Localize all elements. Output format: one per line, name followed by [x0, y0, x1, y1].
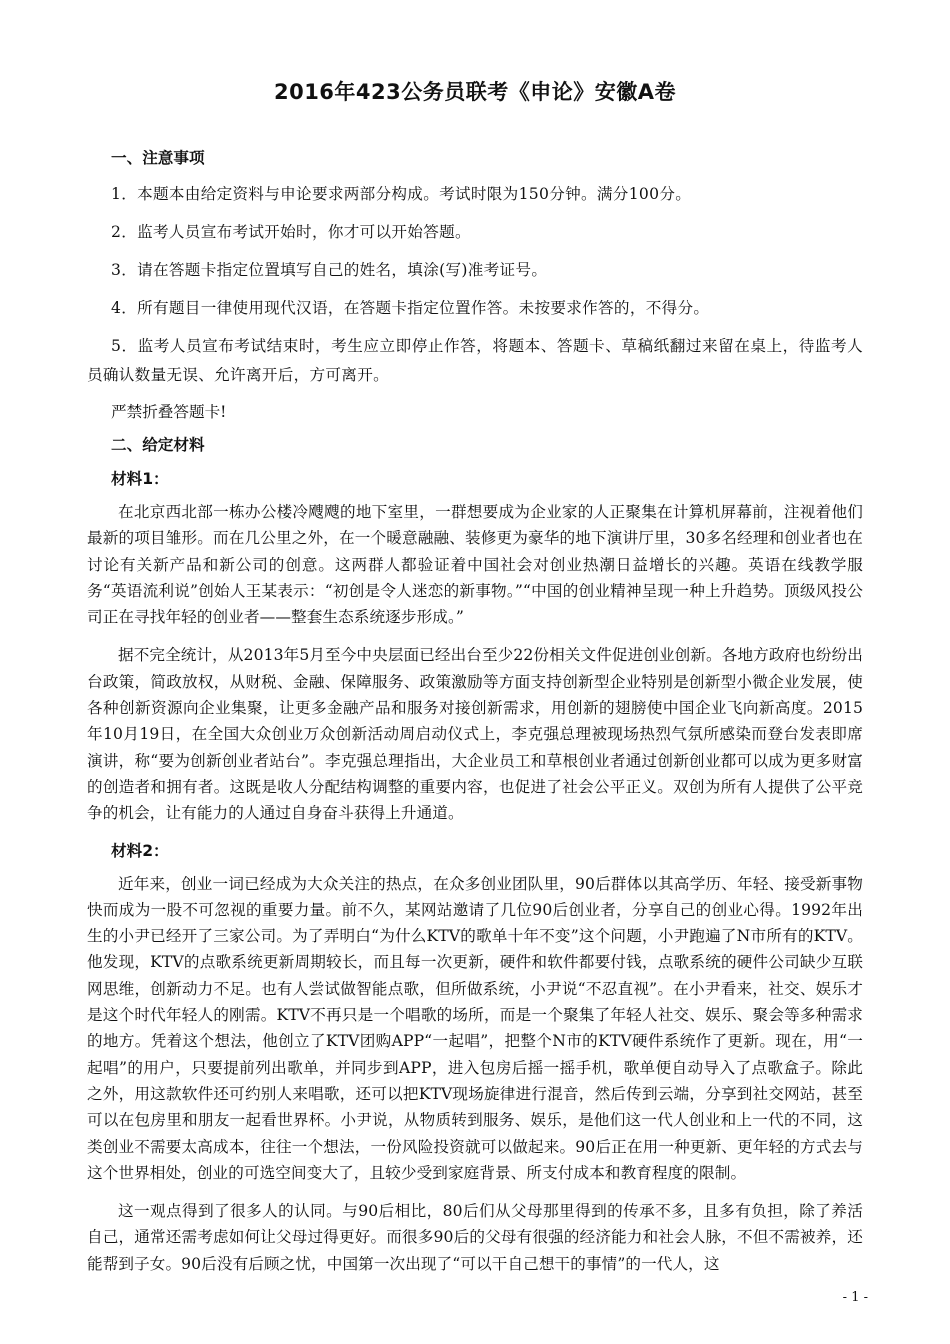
warning-text: 严禁折叠答题卡!: [111, 403, 227, 421]
material-1-paragraph-2: 据不完全统计，从2013年5月至今中央层面已经出台至少22份相关文件促进创业创新。各地方政府也纷纷出台政策，简政放权，从财税、金融、保障服务、政策激励等方面支持创新型企业特别是创新型小微企业发展，使各种创新资源向企业集聚，让更多金融产品和服务对接创新需求，用创新的翅膀使中国企业飞向新高度。2015年10月19日，在全国大众创业万众创新活动周启动仪式上，李克强总理被现场热烈气氛所感染而登台发表即席演讲，称“要为创新创业者站台”。李克强总理指出，大企业员工和草根创业者通过创新创业都可以成为更多财富的创造者和拥有者。这既是收人分配结构调整的重要内容，也促进了社会公平正义。双创为所有人提供了公平竞争的机会，让有能力的人通过自身奋斗获得上升通道。: [87, 646, 863, 823]
notice-item-5: 5．监考人员宣布考试结束时，考生应立即停止作答，将题本、答题卡、草稿纸翻过来留在桌上，待监考人员确认数量无误、允许离开后，方可离开。: [87, 337, 863, 384]
section-heading-notice: 一、注意事项: [111, 149, 205, 167]
material-2-paragraph-1: 近年来，创业一词已经成为大众关注的热点，在众多创业团队里，90后群体以其高学历、年轻、接受新事物快而成为一股不可忽视的重要力量。前不久，某网站邀请了几位90后创业者，分享自己的创业心得。1992年出生的小尹已经开了三家公司。为了弄明白“为什么KTV的歌单十年不变”这个问题，小尹跑遍了N市所有的KTV。他发现，KTV的点歌系统更新周期较长，而且每一次更新，硬件和软件都要付钱，点歌系统的硬件公司缺少互联网思维，创新动力不足。也有人尝试做智能点歌，但所做系统，小尹说“不忍直视”。在小尹看来，社交、娱乐才是这个时代年轻人的刚需。KTV不再只是一个唱歌的场所，而是一个聚集了年轻人社交、娱乐、聚会等多种需求的地方。凭着这个想法，他创立了KTV团购APP“一起唱”，把整个N市的KTV硬件系统作了更新。现在，用“一起唱”的用户，只要提前列出歌单，并同步到APP，进入包房后摇一摇手机，歌单便自动导入了点歌盒子。除此之外，用这款软件还可约别人来唱歌，还可以把KTV现场旋律进行混音，然后传到云端，分享到社交网站，甚至可以在包房里和朋友一起看世界杯。小尹说，从物质转到服务、娱乐，是他们这一代人创业和上一代的不同，这类创业不需要太高成本，往往一个想法，一份风险投资就可以做起来。90后正在用一种更新、更年轻的方式去与这个世界相处，创业的可选空间变大了，且较少受到家庭背景、所支付成本和教育程度的限制。: [87, 874, 863, 1182]
material-2-label: 材料2：: [111, 841, 169, 860]
notice-item-2: 2．监考人员宣布考试开始时，你才可以开始答题。: [111, 223, 471, 241]
section-heading-materials: 二、给定材料: [111, 436, 205, 454]
material-1-paragraph-1: 在北京西北部一栋办公楼冷飕飕的地下室里，一群想要成为企业家的人正聚集在计算机屏幕前，注视着他们最新的项目雏形。而在几公里之外，在一个暖意融融、装修更为豪华的地下演讲厅里，30多名经理和创业者也在讨论有关新产品和新公司的创意。这两群人都验证着中国社会对创业热潮日益增长的兴趣。英语在线教学服务“英语流利说”创始人王某表示：“初创是令人迷恋的新事物。”“中国的创业精神呈现一种上升趋势。顶级风投公司正在寻找年轻的创业者——整套生态系统逐步形成。”: [87, 503, 863, 627]
material-2-paragraph-2: 这一观点得到了很多人的认同。与90后相比，80后们从父母那里得到的传承不多，且多有负担，除了养活自己，通常还需考虑如何让父母过得更好。而很多90后的父母有很强的经济能力和社会人脉，不但不需被养，还能帮到子女。90后没有后顾之忧，中国第一次出现了“可以干自己想干的事情”的一代人，这: [87, 1202, 863, 1273]
document-title: 2016年423公务员联考《申论》安徽A卷: [273, 80, 677, 104]
notice-item-3: 3．请在答题卡指定位置填写自己的姓名，填涂(写)准考证号。: [111, 261, 548, 279]
page-number: - 1 -: [842, 1290, 868, 1305]
notice-item-4: 4．所有题目一律使用现代汉语，在答题卡指定位置作答。未按要求作答的，不得分。: [111, 299, 710, 317]
material-1-label: 材料1：: [111, 470, 169, 488]
document-body: [87, 146, 863, 1289]
notice-item-1: 1．本题本由给定资料与申论要求两部分构成。考试时限为150分钟。满分100分。: [111, 185, 692, 203]
